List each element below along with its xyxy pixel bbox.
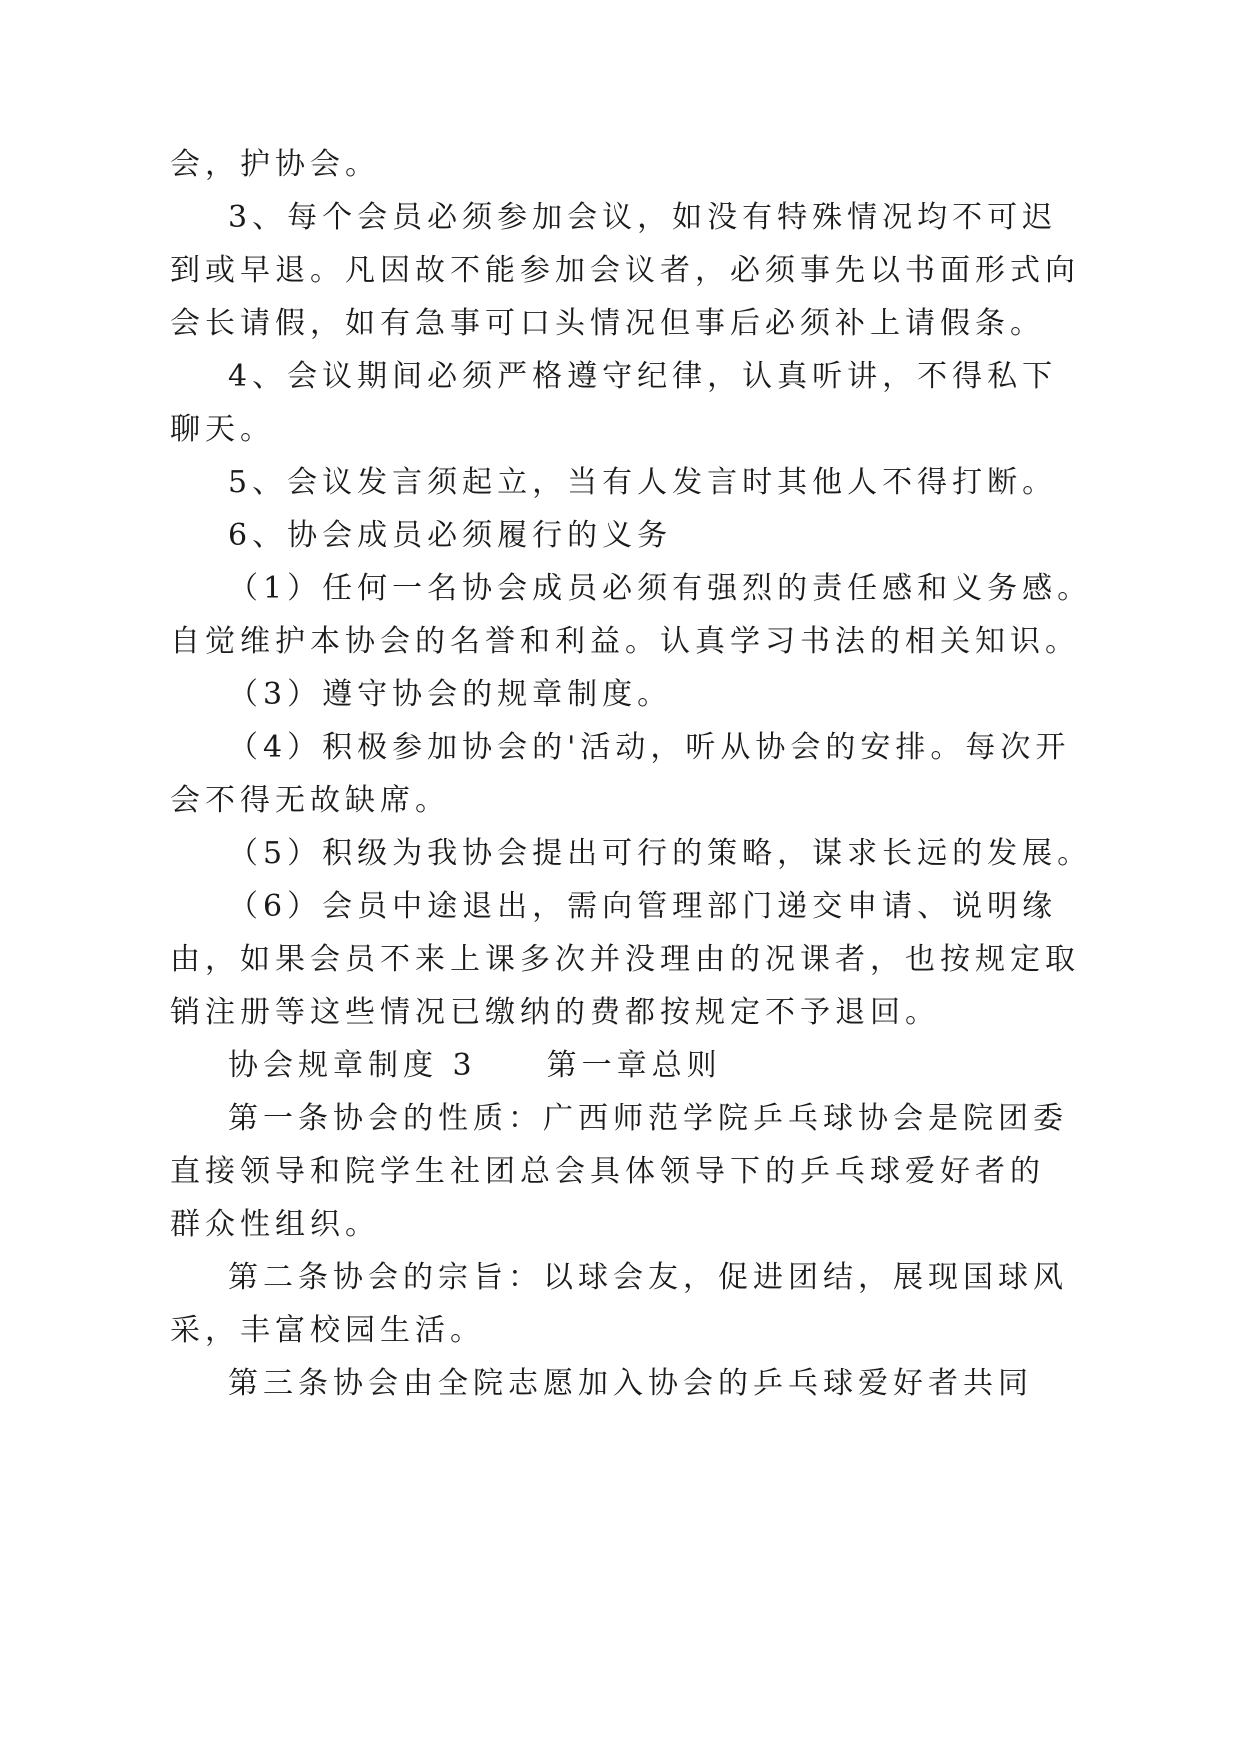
text-line: 销注册等这些情况已缴纳的费都按规定不予退回。 [170,995,940,1030]
text-line: （5）积级为我协会提出可行的策略，谋求长远的发展。 [228,836,1093,871]
text-line: 会不得无故缺席。 [170,783,450,818]
text-line: 聊天。 [170,412,275,447]
text-line: 第三条协会由全院志愿加入协会的乒乓球爱好者共同 [228,1366,1033,1401]
section-heading: 协会规章制度 3 第一章总则 [228,1048,722,1083]
text-line: 由，如果会员不来上课多次并没理由的况课者，也按规定取 [170,942,1080,977]
text-line: 5、会议发言须起立，当有人发言时其他人不得打断。 [228,465,1058,500]
text-line: （6）会员中途退出，需向管理部门递交申请、说明缘 [228,889,1058,924]
text-line: 3、每个会员必须参加会议，如没有特殊情况均不可迟 [228,200,1058,235]
text-line: （1）任何一名协会成员必须有强烈的责任感和义务感。 [228,571,1093,606]
text-line: 到或早退。凡因故不能参加会议者，必须事先以书面形式向 [170,253,1080,288]
text-line: 会，护协会。 [170,147,380,182]
text-line: 会长请假，如有急事可口头情况但事后必须补上请假条。 [170,306,1045,341]
text-line: 采，丰富校园生活。 [170,1313,485,1348]
text-line: 6、协会成员必须履行的义务 [228,518,673,553]
text-line: （4）积极参加协会的'活动，听从协会的安排。每次开 [228,730,1071,765]
text-line: 第二条协会的宗旨：以球会友，促进团结，展现国球风 [228,1260,1068,1295]
text-line: 自觉维护本协会的名誉和利益。认真学习书法的相关知识。 [170,624,1080,659]
text-line: （3）遵守协会的规章制度。 [228,677,673,712]
text-line: 群众性组织。 [170,1207,380,1242]
text-line: 4、会议期间必须严格遵守纪律，认真听讲，不得私下 [228,359,1058,394]
text-line: 直接领导和院学生社团总会具体领导下的乒乓球爱好者的 [170,1154,1045,1189]
text-line: 第一条协会的性质：广西师范学院乒乓球协会是院团委 [228,1101,1068,1136]
